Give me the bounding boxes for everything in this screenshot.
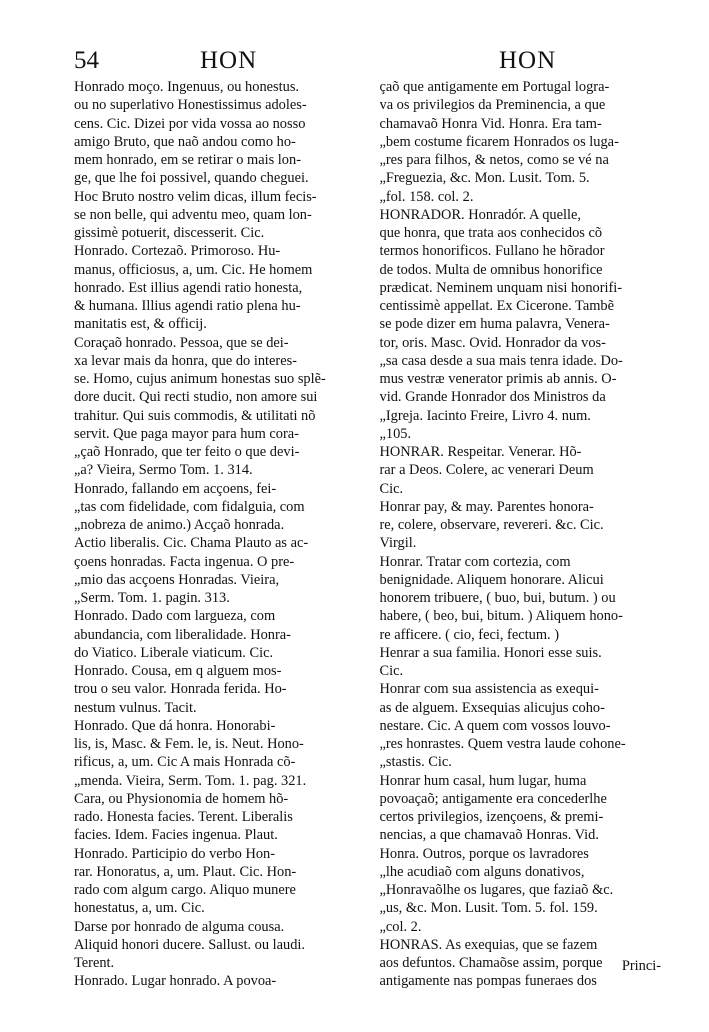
text-line: Darse por honrado de alguma cousa. — [74, 918, 285, 935]
text-line: que honra, que trata aos conhecidos cõ — [379, 225, 603, 241]
text-line: Terent. — [74, 955, 115, 971]
text-line: „menda. Vieira, Serm. Tom. 1. pag. 321. — [74, 772, 307, 789]
text-line: manitatis est, & officij. — [74, 316, 207, 333]
text-line: „a? Vieira, Sermo Tom. 1. 314. — [74, 462, 253, 479]
text-line: Honrar com sua assistencia as exequi- — [379, 681, 599, 698]
text-line: habere, ( beo, bui, bitum. ) Aliquem hono- — [379, 608, 623, 625]
text-line: Honrado. Que dá honra. Honorabi- — [74, 717, 276, 734]
text-line: Honrado moço. Ingenuus, ou honestus. — [74, 79, 300, 95]
text-line: nestum vulnus. Tacit. — [74, 699, 197, 716]
text-line: Cic. — [379, 663, 404, 679]
text-line: Honrado. Cousa, em q alguem mos- — [74, 663, 282, 679]
text-line: rar. Honoratus, a, um. Plaut. Cic. Hon- — [74, 863, 297, 880]
text-line: as de alguem. Exsequias alicujus coho- — [379, 699, 605, 716]
text-line: „us, &c. Mon. Lusit. Tom. 5. fol. 159. — [379, 900, 598, 917]
text-line: prædicat. Neminem unquam nisi honorifi- — [379, 279, 623, 296]
text-line: de todos. Multa de omnibus honorifice — [379, 261, 603, 278]
page-number: 54 — [74, 47, 99, 74]
text-line: se. Homo, cujus animum honestas suo splẽ- — [74, 371, 326, 387]
text-line: çaõ que antigamente em Portugal logra- — [379, 79, 610, 95]
text-line: „col. 2. — [379, 918, 422, 935]
text-line: gissimè potuerit, discesserit. Cic. — [74, 225, 265, 241]
text-line: Actio liberalis. Cic. Chama Plauto as ac- — [74, 535, 309, 552]
text-line: re afficere. ( cio, feci, fectum. ) — [379, 626, 560, 643]
text-line: rificus, a, um. Cic A mais Honrada cõ- — [74, 754, 296, 771]
text-line: ou no superlativo Honestissimus adoles- — [74, 97, 307, 114]
text-line: tor, oris. Masc. Ovid. Honrador da vos- — [379, 334, 606, 351]
text-line: honorem tribuere, ( buo, bui, butum. ) ou — [379, 590, 616, 606]
page-header — [74, 46, 661, 76]
text-line: & humana. Illius agendi ratio plena hu- — [74, 298, 301, 314]
text-line: Aliquid honori ducere. Sallust. ou laudi. — [74, 936, 306, 953]
text-line: Honrado. Dado com largueza, com — [74, 608, 276, 625]
text-line: „nobreza de animo.) Acçaõ honrada. — [74, 517, 285, 533]
text-line: Honrado, fallando em acçoens, fei- — [74, 480, 277, 497]
text-line: nestare. Cic. A quem com vossos louvo- — [379, 717, 611, 734]
text-line: çoens honradas. Facta ingenua. O pre- — [74, 553, 295, 570]
text-line: Honrar pay, & may. Parentes honora- — [379, 498, 594, 515]
text-line: „Serm. Tom. 1. pagin. 313. — [74, 590, 230, 606]
text-line: Virgil. — [379, 535, 417, 552]
text-line: cens. Cic. Dizei por vida vossa ao nosso — [74, 115, 306, 132]
text-line: antigamente nas pompas funeraes dos — [379, 973, 597, 990]
text-line: Hoc Bruto nostro velim dicas, illum fecis- — [74, 188, 317, 205]
text-line: trahitur. Qui suis commodis, & utilitati nõ — [74, 407, 316, 424]
text-line: rado com algum cargo. Aliquo munere — [74, 882, 296, 898]
text-line: aos defuntos. Chamaõse assim, porque — [379, 955, 603, 971]
text-line: „mio das acçoens Honradas. Vieira, — [74, 571, 280, 588]
text-line: amigo Bruto, que naõ andou como ho- — [74, 133, 296, 150]
left-running-head: HON — [200, 47, 258, 74]
text-line: „Igreja. Iacinto Freire, Livro 4. num. — [379, 407, 591, 424]
right-running-head: HON — [499, 47, 557, 74]
text-line: manus, officiosus, a, um. Cic. He homem — [74, 261, 313, 278]
text-line: dore ducit. Qui recti studio, non amore sui — [74, 389, 318, 406]
text-line: mus vestræ venerator primis ab annis. O- — [379, 371, 617, 387]
text-line: abundancia, com liberalidade. Honra- — [74, 626, 291, 643]
text-line: servit. Que paga mayor para hum cora- — [74, 425, 299, 442]
text-line: termos honorificos. Fullano he hõrador — [379, 243, 605, 260]
text-line: va os privilegios da Preminencia, a que — [379, 97, 606, 114]
text-line: „tas com fidelidade, com fidalguia, com — [74, 498, 305, 515]
text-line: xa levar mais da honra, que do interes- — [74, 352, 297, 369]
catchword: Princi- — [621, 958, 661, 974]
text-line: HONRAS. As exequias, que se fazem — [379, 936, 598, 953]
text-line: Henrar a sua familia. Honori esse suis. — [379, 644, 602, 661]
text-line: ge, que lhe foi possivel, quando cheguei. — [74, 170, 309, 187]
text-line: „bem costume ficarem Honrados os luga- — [379, 133, 619, 150]
text-line: honestatus, a, um. Cic. — [74, 900, 205, 917]
text-line: certos privilegios, izençoens, & premi- — [379, 809, 604, 825]
text-line: „res para filhos, & netos, como se vé na — [379, 152, 609, 168]
text-line: mem honrado, em se retirar o mais lon- — [74, 152, 301, 168]
right-column — [380, 78, 662, 991]
text-columns — [74, 78, 661, 991]
text-line: nencias, a que chamavaõ Honras. Vid. — [379, 827, 599, 844]
text-line: „105. — [379, 425, 412, 442]
text-line: Cic. — [379, 480, 404, 497]
text-line: se non belle, qui adventu meo, quam lon- — [74, 206, 312, 223]
text-line: facies. Idem. Facies ingenua. Plaut. — [74, 827, 278, 844]
text-line: „çaõ Honrado, que ter feito o que devi- — [74, 444, 300, 460]
text-line: trou o seu valor. Honrada ferida. Ho- — [74, 681, 287, 698]
text-line: „stastis. Cic. — [379, 754, 452, 771]
text-line: Honrado. Lugar honrado. A povoa- — [74, 973, 277, 990]
text-line: Honrado. Participio do verbo Hon- — [74, 845, 276, 862]
text-line: HONRAR. Respeitar. Venerar. Hõ- — [379, 444, 582, 460]
text-line: re, colere, observare, revereri. &c. Cic. — [379, 517, 604, 533]
text-line: Coraçaõ honrado. Pessoa, que se dei- — [74, 334, 289, 351]
left-column — [74, 78, 356, 991]
text-line: „Honravaõlhe os lugares, que faziaõ &c. — [379, 882, 614, 898]
text-line: rar a Deos. Colere, ac venerari Deum — [379, 462, 594, 479]
text-line: Cara, ou Physionomia de homem hõ- — [74, 790, 289, 807]
text-line: vid. Grande Honrador dos Ministros da — [379, 389, 606, 406]
text-line: Honrar. Tratar com cortezia, com — [379, 553, 571, 570]
text-line: „lhe acudiaõ com alguns donativos, — [379, 863, 585, 880]
text-line: benignidade. Aliquem honorare. Alicui — [379, 571, 604, 588]
text-line: centissimè appellat. Ex Cicerone. Tambẽ — [379, 298, 614, 314]
text-line: povoaçaõ; antigamente era concederlhe — [379, 790, 607, 807]
text-line: „Freguezia, &c. Mon. Lusit. Tom. 5. — [379, 170, 590, 187]
text-line: se pode dizer em huma palavra, Venera- — [379, 316, 610, 333]
text-line: „sa casa desde a sua mais tenra idade. Do- — [379, 352, 623, 369]
text-line: „fol. 158. col. 2. — [379, 188, 474, 205]
text-line: „res honrastes. Quem vestra laude cohone- — [379, 736, 626, 752]
text-line: chamavaõ Honra Vid. Honra. Era tam- — [379, 115, 602, 132]
text-line: lis, is, Masc. & Fem. le, is. Neut. Hono- — [74, 736, 304, 752]
text-line: do Viatico. Liberale viaticum. Cic. — [74, 644, 274, 661]
text-line: Honra. Outros, porque os lavradores — [379, 845, 589, 862]
text-line: honrado. Est illius agendi ratio honesta, — [74, 279, 303, 296]
text-line: HONRADOR. Honradór. A quelle, — [379, 206, 581, 223]
text-line: rado. Honesta facies. Terent. Liberalis — [74, 809, 293, 825]
text-line: Honrar hum casal, hum lugar, huma — [379, 772, 587, 789]
text-line: Honrado. Cortezaõ. Primoroso. Hu- — [74, 243, 281, 260]
